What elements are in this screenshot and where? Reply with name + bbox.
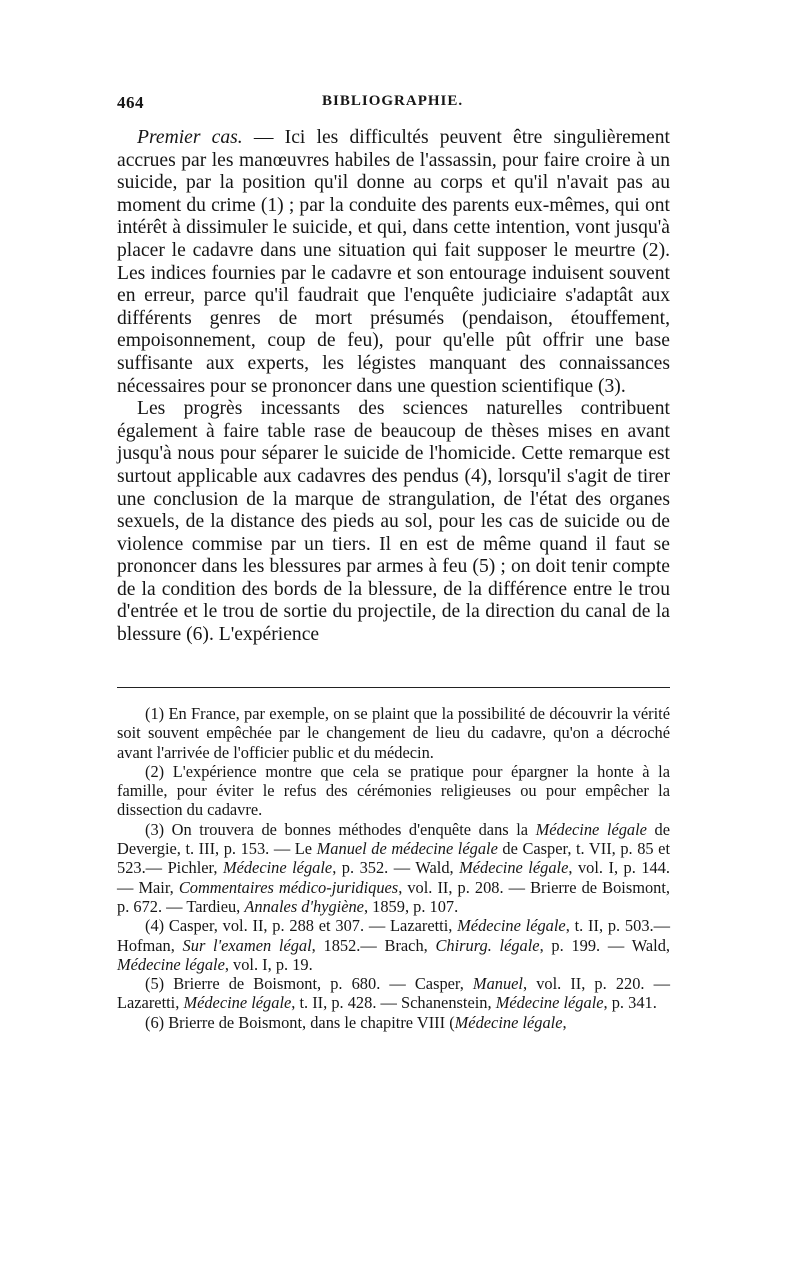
footnote-4 — [117, 916, 670, 974]
work-title: Médecine légale — [183, 993, 292, 1013]
running-head: BIBLIOGRAPHIE. — [322, 93, 464, 109]
paragraph-lead: Premier cas. — [137, 127, 243, 148]
work-title: Manuel de médecine légale — [316, 839, 498, 859]
footnote-text: , t. II, p. 428. — Schanenstein, — [291, 993, 496, 1013]
work-title: Médecine légale — [117, 954, 225, 974]
work-title: Médecine légale — [495, 993, 604, 1013]
work-title: Médecine légale — [222, 858, 333, 878]
work-title: Médecine légale — [459, 858, 569, 878]
footnote-text: , 1859, p. 107. — [363, 896, 459, 916]
work-title: Manuel — [472, 974, 523, 994]
footnote-text: de Casper, t. VII, p. 85 et 523.— Pichler, — [117, 839, 670, 878]
footnote-text: , vol. II, p. 208. — Brierre de Boismont, p. 672. — Tardieu, — [117, 877, 670, 916]
body-text — [117, 127, 670, 647]
footnote-text: , p. 352. — Wald, — [332, 858, 460, 878]
work-title: Médecine légale — [535, 819, 647, 839]
page-header — [117, 93, 670, 115]
footnote-text: , vol. II, p. 220. — Lazaretti, — [117, 974, 670, 1013]
footnote-text: (5) Brierre de Boismont, p. 680. — Casper, — [145, 974, 473, 994]
page-number: 464 — [117, 93, 144, 112]
work-title: Annales d'hygiène — [244, 896, 364, 916]
footnote-text: , vol. I, p. 144. — Mair, — [117, 858, 671, 897]
footnote-2: (2) L'expérience montre que cela se pratique pour épargner la honte à la famille, pour éviter le refus des cérémonies religieuses ou pour empêcher la dissection du cadavre. — [117, 761, 670, 820]
paragraph-text: — Ici les difficultés peuvent être singulièrement accrues par les manœuvres habiles de l'assassin, pour faire croire à un suicide, par la position qu'il donne au corps et qu'il n'avait pas au moment du crime (1) ; par la conduite des parents eux-mêmes, qui ont intérêt à dissimuler le suicide, et qui, dans cette intention, vont jusqu'à placer le cadavre dans une situation qui fait supposer le meurtre (2). Les indices fournies par le cadavre et son entourage induisent souvent en erreur, parce qu'il faudrait que l'enquête judiciaire s'adaptât aux différents genres de mort présumés (pendaison, étouffement, empoisonnement, coup de feu), pour qu'elle pût offrir une base suffisante aux experts, les légistes manquant des connaissances nécessaires pour se prononcer dans une question scientifique (3). — [117, 127, 670, 397]
paragraph-1 — [117, 127, 670, 398]
work-title: Commentaires médico-juridiques — [178, 877, 399, 897]
work-title: Chirurg. légale — [435, 935, 540, 955]
footnote-text: (6) Brierre de Boismont, dans le chapitre VIII ( — [145, 1012, 455, 1032]
footnotes — [117, 704, 670, 1032]
footnote-3 — [117, 820, 670, 916]
footnote-1: (1) En France, par exemple, on se plaint que la possibilité de découvrir la vérité soit souvent empêchée par le changement de lieu du cadavre, qu'on a décroché avant l'arrivée de l'officier public et du médecin. — [117, 704, 670, 762]
footnote-5 — [117, 974, 670, 1013]
footnote-text: , vol. I, p. 19. — [224, 954, 313, 974]
footnote-text: (4) Casper, vol. II, p. 288 et 307. — Lazaretti, — [145, 916, 458, 936]
work-title: Médecine légale — [454, 1012, 563, 1032]
footnote-6 — [117, 1013, 670, 1032]
footnote-text: de Devergie, t. III, p. 153. — Le — [117, 819, 670, 859]
footnote-text: (3) On trouvera de bonnes méthodes d'enquête dans la — [145, 819, 536, 839]
work-title: Sur l'examen légal — [182, 935, 312, 955]
footnote-text: , p. 341. — [603, 993, 657, 1013]
footnote-text: , — [562, 1012, 567, 1032]
footnote-text: , p. 199. — Wald, — [539, 935, 670, 955]
footnote-text: , 1852.— Brach, — [311, 935, 436, 955]
paragraph-2: Les progrès incessants des sciences naturelles contribuent également à faire table rase de beaucoup de thèses mises en avant jusqu'à nous pour séparer le suicide de l'homicide. Cette remarque est surtout applicable aux cadavres des pendus (4), lorsqu'il s'agit de tirer une conclusion de la marque de strangulation, de l'état des organes sexuels, de la distance des pieds au sol, pour les cas de suicide ou de violence commise par un tiers. Il en est de même quand il faut se prononcer dans les blessures par armes à feu (5) ; on doit tenir compte de la condition des bords de la blessure, de la différence entre le trou d'entrée et le trou de sortie du projectile, de la direction du canal de la blessure (6). L'expérience — [117, 398, 670, 646]
work-title: Médecine légale — [457, 916, 566, 936]
footnote-text: , t. II, p. 503.— Hofman, — [117, 916, 670, 955]
footnote-rule — [117, 687, 670, 688]
